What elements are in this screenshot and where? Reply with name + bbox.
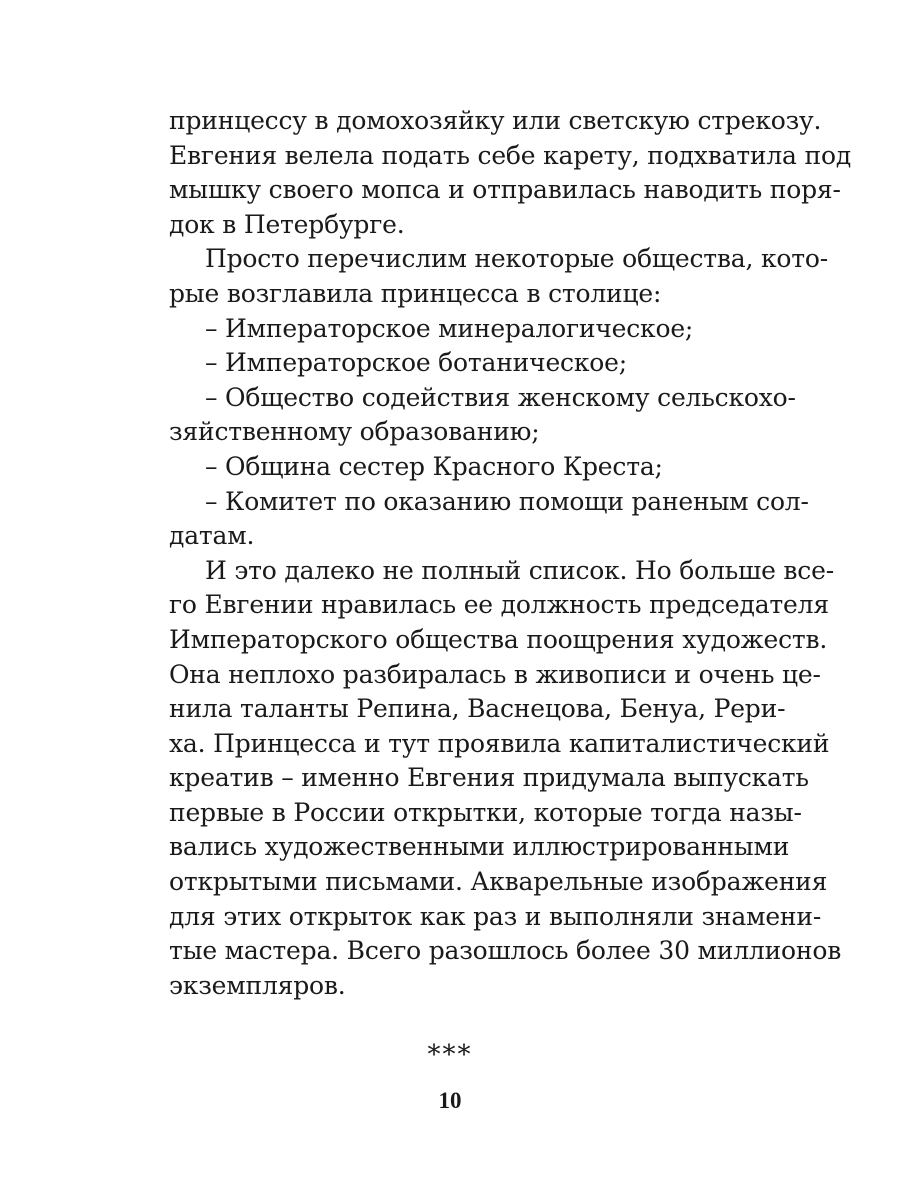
text-line: первые в России открытки, которые тогда назы- <box>169 797 802 827</box>
text-line: го Евгении нравилась ее должность председателя <box>169 590 829 620</box>
text-line: нила таланты Репина, Васнецова, Бенуа, Рери- <box>169 694 786 724</box>
text-line: принцессу в домохозяйку или светскую стрекозу. <box>169 106 822 135</box>
text-line: ха. Принцесса и тут проявила капиталистический <box>169 728 830 758</box>
text-line: Императорского общества поощрения художеств. <box>169 624 828 654</box>
text-line: док в Петербурге. <box>169 209 405 239</box>
text-line: Евгения велела подать себе карету, подхватила под <box>169 140 852 170</box>
text-line: рые возглавила принцесса в столице: <box>169 278 662 308</box>
section-separator: *** <box>427 1040 473 1070</box>
list-item: – Императорское ботаническое; <box>205 348 627 378</box>
text-line: вались художественными иллюстрированными <box>169 832 790 862</box>
text-line: открытыми письмами. Акварельные изображения <box>169 867 828 897</box>
page-number: 10 <box>438 1088 462 1113</box>
list-item: – Императорское минералогическое; <box>205 313 694 343</box>
text-line: Она неплохо разбиралась в живописи и очень це- <box>169 659 821 689</box>
text-line: для этих открыток как раз и выполняли знамени- <box>169 901 822 931</box>
list-item: – Комитет по оказанию помощи раненым сол- <box>205 486 809 516</box>
text-line: мышку своего мопса и отправилась наводить поря- <box>169 175 841 205</box>
text-line: И это далеко не полный список. Но больше все- <box>205 555 834 585</box>
text-line: зяйственному образованию; <box>169 417 540 447</box>
text-line: Просто перечислим некоторые общества, кото- <box>205 244 828 274</box>
text-line: экземпляров. <box>169 970 346 1000</box>
list-item: – Общество содействия женскому сельскохо- <box>205 382 796 412</box>
text-line: датам. <box>169 521 255 551</box>
list-item: – Община сестер Красного Креста; <box>205 451 663 481</box>
text-line: креатив – именно Евгения придумала выпускать <box>169 763 809 793</box>
text-line: тые мастера. Всего разошлось более 30 миллионов <box>169 936 842 966</box>
page-body <box>169 104 852 1003</box>
